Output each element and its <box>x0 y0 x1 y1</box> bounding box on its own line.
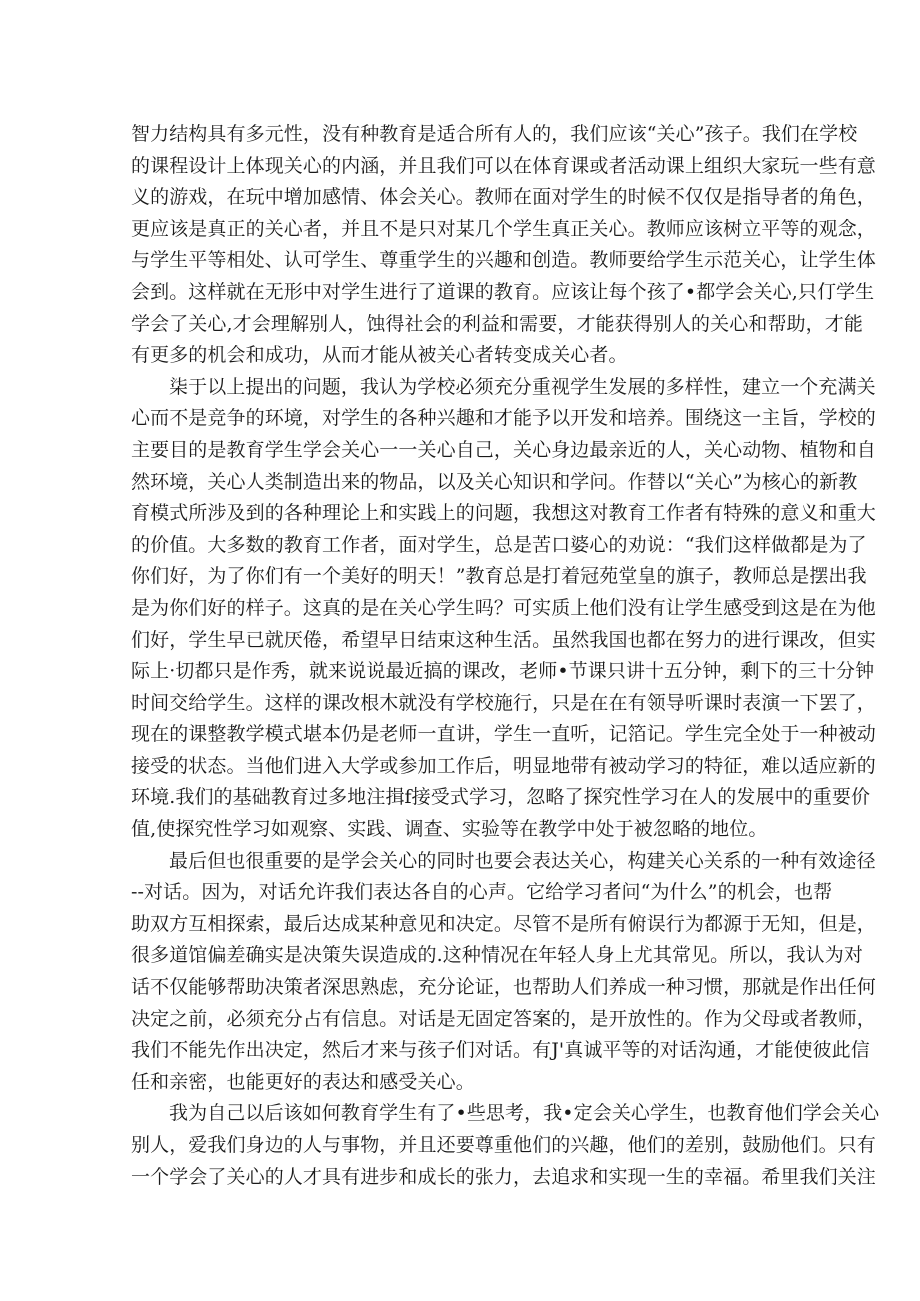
text-line: 会到。这样就在无形中对学生进行了道课的教育。应该让每个孩了•都学会关心,只仃学生 <box>131 280 875 303</box>
text-line: 决定之前，必须充分占有信息。对话是无固定答案的，是开放性的。作为父母或者教师， <box>131 1007 876 1030</box>
text-line: 值,使探究性学习如观察、实践、调查、实验等在教学中处于被忽略的地位。 <box>131 818 768 841</box>
text-line: 环境.我们的基础教育过多地注揖f接受式学习，忽略了探究性学习在人的发展中的重要价 <box>131 786 871 809</box>
text-line: 很多道馆偏差确实是决策失误造成的.这种情况在年轻人身上尤其常见。所以，我认为对 <box>131 944 863 967</box>
text-line: 的价值。大多数的教育工作者，面对学生，总是苦口婆心的劝说：“我们这样做都是为了 <box>131 533 867 556</box>
text-line: --对话。因为，对话允许我们表达各自的心声。它给学习者问“为什么”的机会，也帮 <box>131 881 833 904</box>
text-line: 最后但也很重要的是学会关心的同时也要会表达关心，构建关心关系的一种有效途径 <box>169 849 876 872</box>
text-line: 是为你们好的样子。这真的是在关心学生吗？可实质上他们没有让学生感受到这是在为他 <box>131 596 876 619</box>
text-line: 现在的课整教学模式堪本仍是老师一直讲，学生一直听，记箔记。学生完全处于一种被动 <box>131 723 876 746</box>
text-line: 主要目的是教育学生学会关心一一关心自己，关心身边最亲近的人，关心动物、植物和自 <box>131 438 876 461</box>
text-line: 柒于以上提出的问题，我认为学校必须充分重视学生发展的多样性，建立一个充满关 <box>169 375 876 398</box>
text-line: 义的游戏，在玩中增加感情、体会关心。教师在面对学生的时候不仅仅是指导者的角色， <box>131 186 876 209</box>
text-line: 与学生平等相处、认可学生、尊重学生的兴趣和创造。教师要给学生示范关心，让学生体 <box>131 249 876 272</box>
text-line: 们好，学生早已就厌倦，希望早日结束这种生活。虽然我国也都在努力的进行课改，但实 <box>131 628 876 651</box>
text-line: 话不仅能够帮助决策者深思熟虑，充分论证，也帮助人们养成一种习惯，那就是作出任何 <box>131 976 876 999</box>
paragraph <box>131 1098 880 1193</box>
text-line: 育模式所涉及到的各种理论上和实践上的问题，我想这对教育工作者有特殊的意义和重大 <box>131 502 876 525</box>
text-line: 然环境，关心人类制造出来的物品，以及关心知识和学问。作替以“关心”为核心的新教 <box>131 470 858 493</box>
text-line: 你们好，为了你们有一个美好的明天！”教育总是打着冠苑堂皇的旗子，教师总是摆出我 <box>131 565 867 588</box>
text-line: 别人，爱我们身边的人与事物，并且还要尊重他们的兴趣，他们的差别，鼓励他们。只有 <box>131 1134 876 1156</box>
text-line: 助双方互相探索，最后达成某种意见和决定。尽管不是所有俯误行为都源于无知，但是， <box>131 912 876 935</box>
text-line: 际上·切都只是作秀，就来说说最近搞的课改，老师•节课只讲十五分钟，剩下的三十分钟 <box>131 660 875 683</box>
text-line: 接受的状态。当他们进入大学或参加工作后，明显地带有被动学习的特征，难以适应新的 <box>131 754 876 777</box>
text-line: 我为自己以后该如何教育学生有了•些思考，我•定会关心学生，也教育他们学会关心 <box>169 1102 880 1125</box>
paragraph <box>131 846 876 1099</box>
text-line: 有更多的机会和成功，从而才能从被关心者转变成关心者。 <box>131 344 628 367</box>
text-line: 学会了关心,才会理解别人，蚀得社会的利益和需要，才能获得别人的关心和帮助，才能 <box>131 312 863 335</box>
text-line: 心而不是竞争的环境，对学生的各种兴趣和才能予以开发和培养。围绕这一主旨，学校的 <box>131 407 876 430</box>
text-line: 一个学会了关心的人才具有进步和成长的张力，去追求和实现一生的幸福。希里我们关注 <box>131 1165 876 1188</box>
text-line: 智力结构具有多元性，没有种教育是适合所有人的，我们应该“关心”孩子。我们在学校 <box>131 123 858 145</box>
text-line: 时间交给学生。这样的课改根木就没有学校施行，只是在在有领导听课时表演一下罢了， <box>131 691 876 714</box>
document-body <box>131 119 880 1193</box>
text-line: 任和亲密，也能更好的表达和感受关心。 <box>131 1070 475 1093</box>
text-line: 的课程设计上体现关心的内涵，并且我们可以在体育课或者活动课上组织大家玩一些有意 <box>131 154 876 177</box>
paragraph <box>131 119 876 372</box>
text-line: 更应该是真正的关心者，并且不是只对某几个学生真正关心。教师应该树立平等的观念， <box>131 217 876 240</box>
paragraph <box>131 372 876 846</box>
text-line: 我们不能先作出决定，然后才来与孩子们对话。有J'真诚平等的对话沟通，才能使彼此信 <box>131 1039 870 1062</box>
